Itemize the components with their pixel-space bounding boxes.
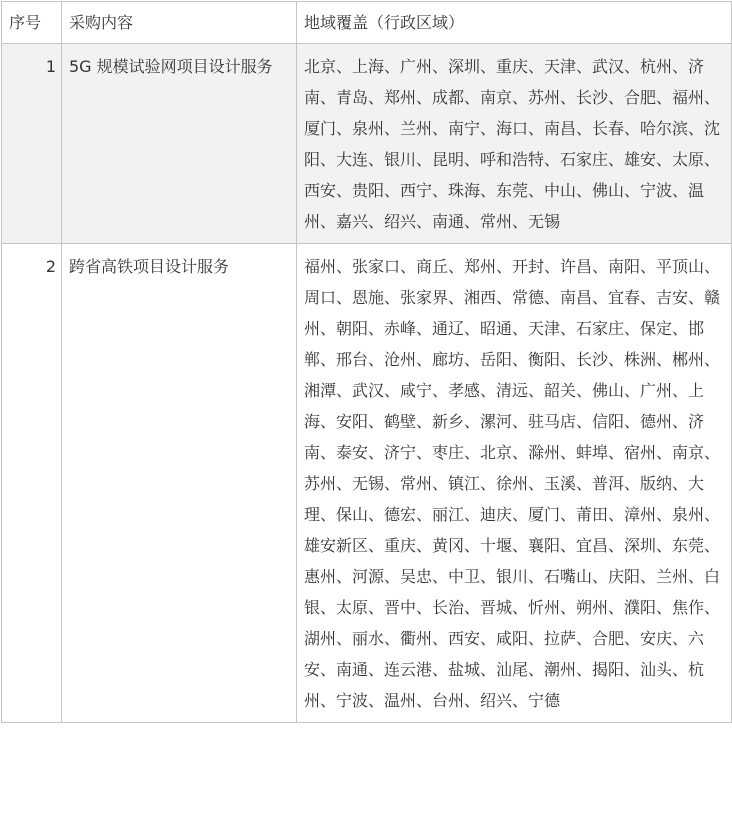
row-index: 2 — [2, 244, 62, 723]
row-content: 5G 规模试验网项目设计服务 — [62, 44, 297, 244]
row-index: 1 — [2, 44, 62, 244]
row-region: 北京、上海、广州、深圳、重庆、天津、武汉、杭州、济南、青岛、郑州、成都、南京、苏州、长沙、合肥、福州、厦门、泉州、兰州、南宁、海口、南昌、长春、哈尔滨、沈阳、大连、银川、昆明、呼和浩特、石家庄、雄安、太原、西安、贵阳、西宁、珠海、东莞、中山、佛山、宁波、温州、嘉兴、绍兴、南通、常州、无锡 — [297, 44, 732, 244]
row-content: 跨省高铁项目设计服务 — [62, 244, 297, 723]
procurement-table — [1, 1, 732, 723]
table-row — [2, 44, 732, 244]
table-row — [2, 244, 732, 723]
header-region: 地域覆盖（行政区域） — [297, 2, 732, 44]
header-row — [2, 2, 732, 44]
row-region: 福州、张家口、商丘、郑州、开封、许昌、南阳、平顶山、周口、恩施、张家界、湘西、常德、南昌、宜春、吉安、赣州、朝阳、赤峰、通辽、昭通、天津、石家庄、保定、邯郸、邢台、沧州、廊坊、岳阳、衡阳、长沙、株洲、郴州、湘潭、武汉、咸宁、孝感、清远、韶关、佛山、广州、上海、安阳、鹤壁、新乡、漯河、驻马店、信阳、德州、济南、泰安、济宁、枣庄、北京、滁州、蚌埠、宿州、南京、苏州、无锡、常州、镇江、徐州、玉溪、普洱、版纳、大理、保山、德宏、丽江、迪庆、厦门、莆田、漳州、泉州、雄安新区、重庆、黄冈、十堰、襄阳、宜昌、深圳、东莞、惠州、河源、吴忠、中卫、银川、石嘴山、庆阳、兰州、白银、太原、晋中、长治、晋城、忻州、朔州、濮阳、焦作、湖州、丽水、衢州、西安、咸阳、拉萨、合肥、安庆、六安、南通、连云港、盐城、汕尾、潮州、揭阳、汕头、杭州、宁波、温州、台州、绍兴、宁德 — [297, 244, 732, 723]
header-index: 序号 — [2, 2, 62, 44]
header-content: 采购内容 — [62, 2, 297, 44]
